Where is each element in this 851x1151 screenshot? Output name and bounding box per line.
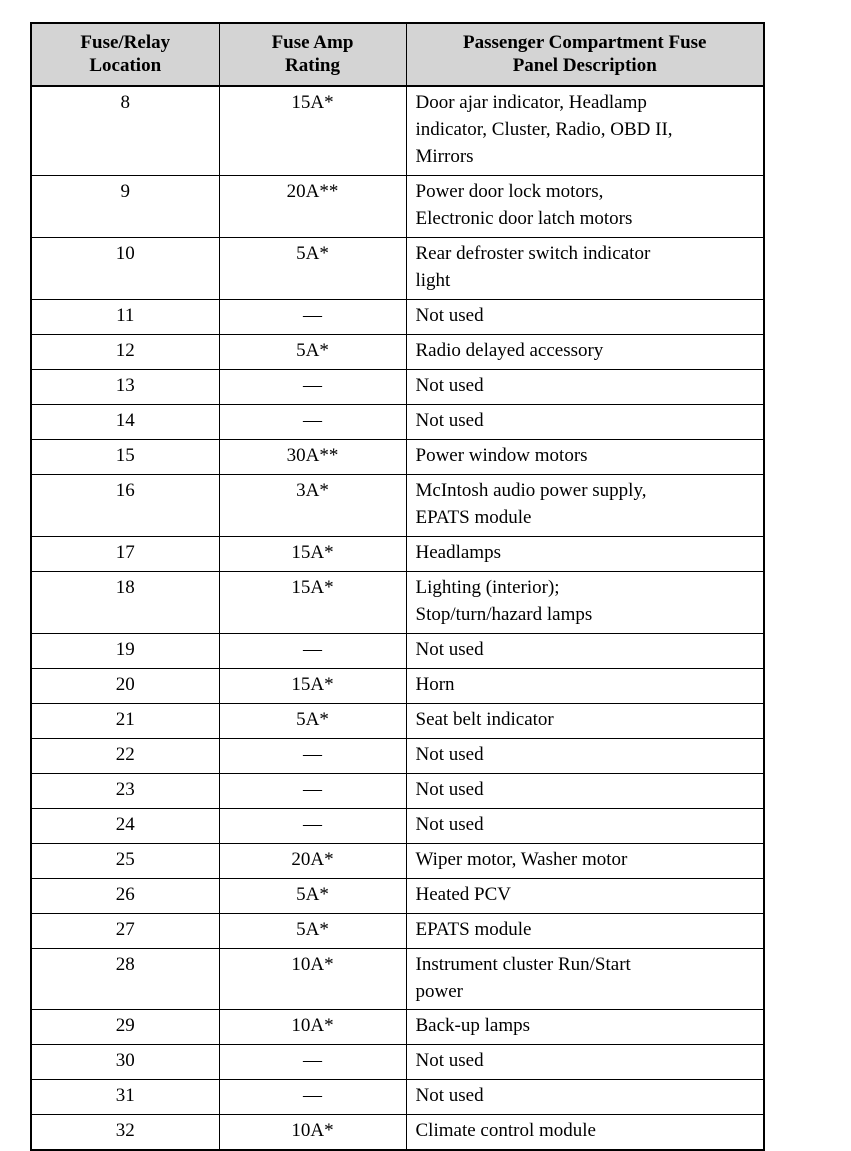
cell-description: [406, 703, 764, 738]
description-line: Horn: [415, 673, 455, 695]
header-line: Fuse/Relay: [80, 32, 171, 53]
table-body: [31, 86, 764, 1150]
table-row: [31, 773, 764, 808]
header-line: Passenger Compartment Fuse: [463, 32, 707, 53]
cell-fuse-amp-rating: 5A*: [219, 238, 406, 300]
table-row: [31, 703, 764, 738]
cell-fuse-amp-rating: 15A*: [219, 571, 406, 633]
cell-fuse-location: 8: [31, 86, 219, 175]
table-row: [31, 176, 764, 238]
cell-fuse-location: 14: [31, 405, 219, 440]
cell-description: [406, 808, 764, 843]
description-line: EPATS module: [415, 918, 532, 940]
description-line: light: [415, 270, 451, 292]
description-line: Mirrors: [415, 146, 474, 168]
cell-fuse-amp-rating: 10A*: [219, 1010, 406, 1045]
description-line: Headlamps: [415, 541, 501, 563]
cell-fuse-amp-rating: —: [219, 738, 406, 773]
cell-fuse-amp-rating: 15A*: [219, 668, 406, 703]
description-line: Wiper motor, Washer motor: [415, 848, 628, 870]
description-line: Door ajar indicator, Headlamp: [415, 92, 647, 114]
description-line: indicator, Cluster, Radio, OBD II,: [415, 119, 673, 141]
description-line: Instrument cluster Run/Start: [415, 953, 631, 975]
column-header-fuse-amp-rating: [219, 23, 406, 86]
table-row: [31, 300, 764, 335]
table-row: [31, 1115, 764, 1150]
table-row: [31, 668, 764, 703]
table-row: [31, 808, 764, 843]
cell-fuse-location: 31: [31, 1080, 219, 1115]
cell-fuse-amp-rating: —: [219, 1045, 406, 1080]
cell-description: [406, 1010, 764, 1045]
fuse-panel-table: [30, 22, 765, 1151]
header-line: Location: [89, 55, 162, 77]
header-line: Fuse Amp: [271, 32, 354, 53]
cell-description: [406, 440, 764, 475]
cell-fuse-location: 10: [31, 238, 219, 300]
cell-description: [406, 474, 764, 536]
cell-description: [406, 1115, 764, 1150]
description-line: Lighting (interior);: [415, 576, 560, 598]
description-line: Power door lock motors,: [415, 181, 604, 203]
description-line: Not used: [415, 410, 484, 432]
header-line: Rating: [285, 55, 340, 77]
description-line: Radio delayed accessory: [415, 340, 604, 362]
description-line: Electronic door latch motors: [415, 208, 633, 230]
cell-fuse-location: 19: [31, 633, 219, 668]
cell-fuse-amp-rating: —: [219, 1080, 406, 1115]
table-row: [31, 878, 764, 913]
cell-fuse-location: 30: [31, 1045, 219, 1080]
cell-fuse-amp-rating: —: [219, 405, 406, 440]
description-line: Not used: [415, 375, 484, 397]
cell-fuse-location: 13: [31, 370, 219, 405]
description-line: Stop/turn/hazard lamps: [415, 603, 593, 625]
cell-description: [406, 878, 764, 913]
cell-description: [406, 1045, 764, 1080]
cell-description: [406, 238, 764, 300]
column-header-panel-description: [406, 23, 764, 86]
cell-description: [406, 335, 764, 370]
cell-fuse-amp-rating: 10A*: [219, 1115, 406, 1150]
cell-fuse-amp-rating: 5A*: [219, 703, 406, 738]
description-line: Not used: [415, 1050, 484, 1072]
description-line: McIntosh audio power supply,: [415, 479, 647, 501]
cell-description: [406, 536, 764, 571]
header-line: Panel Description: [512, 55, 657, 77]
cell-fuse-amp-rating: 20A*: [219, 843, 406, 878]
description-line: Not used: [415, 305, 484, 327]
cell-description: [406, 773, 764, 808]
table-row: [31, 474, 764, 536]
cell-description: [406, 370, 764, 405]
table-row: [31, 238, 764, 300]
cell-description: [406, 633, 764, 668]
header-row: [31, 23, 764, 86]
cell-fuse-location: 28: [31, 948, 219, 1010]
cell-description: [406, 176, 764, 238]
cell-fuse-amp-rating: 15A*: [219, 86, 406, 175]
cell-fuse-location: 27: [31, 913, 219, 948]
table-row: [31, 536, 764, 571]
cell-description: [406, 913, 764, 948]
table-row: [31, 335, 764, 370]
cell-fuse-amp-rating: 30A**: [219, 440, 406, 475]
cell-fuse-location: 23: [31, 773, 219, 808]
description-line: Not used: [415, 638, 484, 660]
cell-fuse-amp-rating: —: [219, 300, 406, 335]
table-row: [31, 843, 764, 878]
table-row: [31, 1045, 764, 1080]
description-line: Back-up lamps: [415, 1015, 531, 1037]
description-line: Seat belt indicator: [415, 708, 554, 730]
cell-fuse-amp-rating: 5A*: [219, 335, 406, 370]
cell-description: [406, 843, 764, 878]
table-header: [31, 23, 764, 86]
table-row: [31, 370, 764, 405]
cell-fuse-location: 11: [31, 300, 219, 335]
description-line: Power window motors: [415, 445, 588, 466]
table-row: [31, 86, 764, 175]
cell-fuse-location: 15: [31, 440, 219, 475]
cell-fuse-amp-rating: 20A**: [219, 176, 406, 238]
description-line: Not used: [415, 813, 484, 835]
table-row: [31, 405, 764, 440]
cell-fuse-location: 24: [31, 808, 219, 843]
cell-fuse-amp-rating: 15A*: [219, 536, 406, 571]
description-line: EPATS module: [415, 506, 532, 528]
cell-fuse-amp-rating: —: [219, 808, 406, 843]
column-header-fuse-relay-location: [31, 23, 219, 86]
table-row: [31, 1010, 764, 1045]
cell-fuse-location: 26: [31, 878, 219, 913]
cell-fuse-amp-rating: —: [219, 370, 406, 405]
cell-fuse-amp-rating: 10A*: [219, 948, 406, 1010]
cell-fuse-location: 22: [31, 738, 219, 773]
table-row: [31, 948, 764, 1010]
description-line: Not used: [415, 743, 484, 765]
table-row: [31, 1080, 764, 1115]
cell-fuse-amp-rating: 3A*: [219, 474, 406, 536]
cell-fuse-amp-rating: 5A*: [219, 878, 406, 913]
table-row: [31, 913, 764, 948]
cell-fuse-amp-rating: 5A*: [219, 913, 406, 948]
cell-fuse-location: 29: [31, 1010, 219, 1045]
description-line: Not used: [415, 778, 484, 800]
cell-fuse-location: 9: [31, 176, 219, 238]
cell-fuse-location: 21: [31, 703, 219, 738]
description-line: power: [415, 980, 463, 1002]
cell-description: [406, 738, 764, 773]
cell-description: [406, 86, 764, 175]
cell-fuse-location: 16: [31, 474, 219, 536]
description-line: Rear defroster switch indicator: [415, 243, 651, 265]
cell-description: [406, 1080, 764, 1115]
cell-description: [406, 405, 764, 440]
description-line: Climate control module: [415, 1120, 596, 1142]
cell-fuse-location: 25: [31, 843, 219, 878]
cell-description: [406, 948, 764, 1010]
cell-description: [406, 300, 764, 335]
description-line: Heated PCV: [415, 883, 512, 905]
cell-fuse-location: 18: [31, 571, 219, 633]
cell-description: [406, 571, 764, 633]
cell-fuse-location: 12: [31, 335, 219, 370]
table-row: [31, 440, 764, 475]
table-row: [31, 738, 764, 773]
table-row: [31, 633, 764, 668]
cell-fuse-amp-rating: —: [219, 773, 406, 808]
description-line: Not used: [415, 1085, 484, 1107]
cell-fuse-amp-rating: —: [219, 633, 406, 668]
cell-fuse-location: 20: [31, 668, 219, 703]
table-row: [31, 571, 764, 633]
cell-fuse-location: 17: [31, 536, 219, 571]
cell-fuse-location: 32: [31, 1115, 219, 1150]
cell-description: [406, 668, 764, 703]
